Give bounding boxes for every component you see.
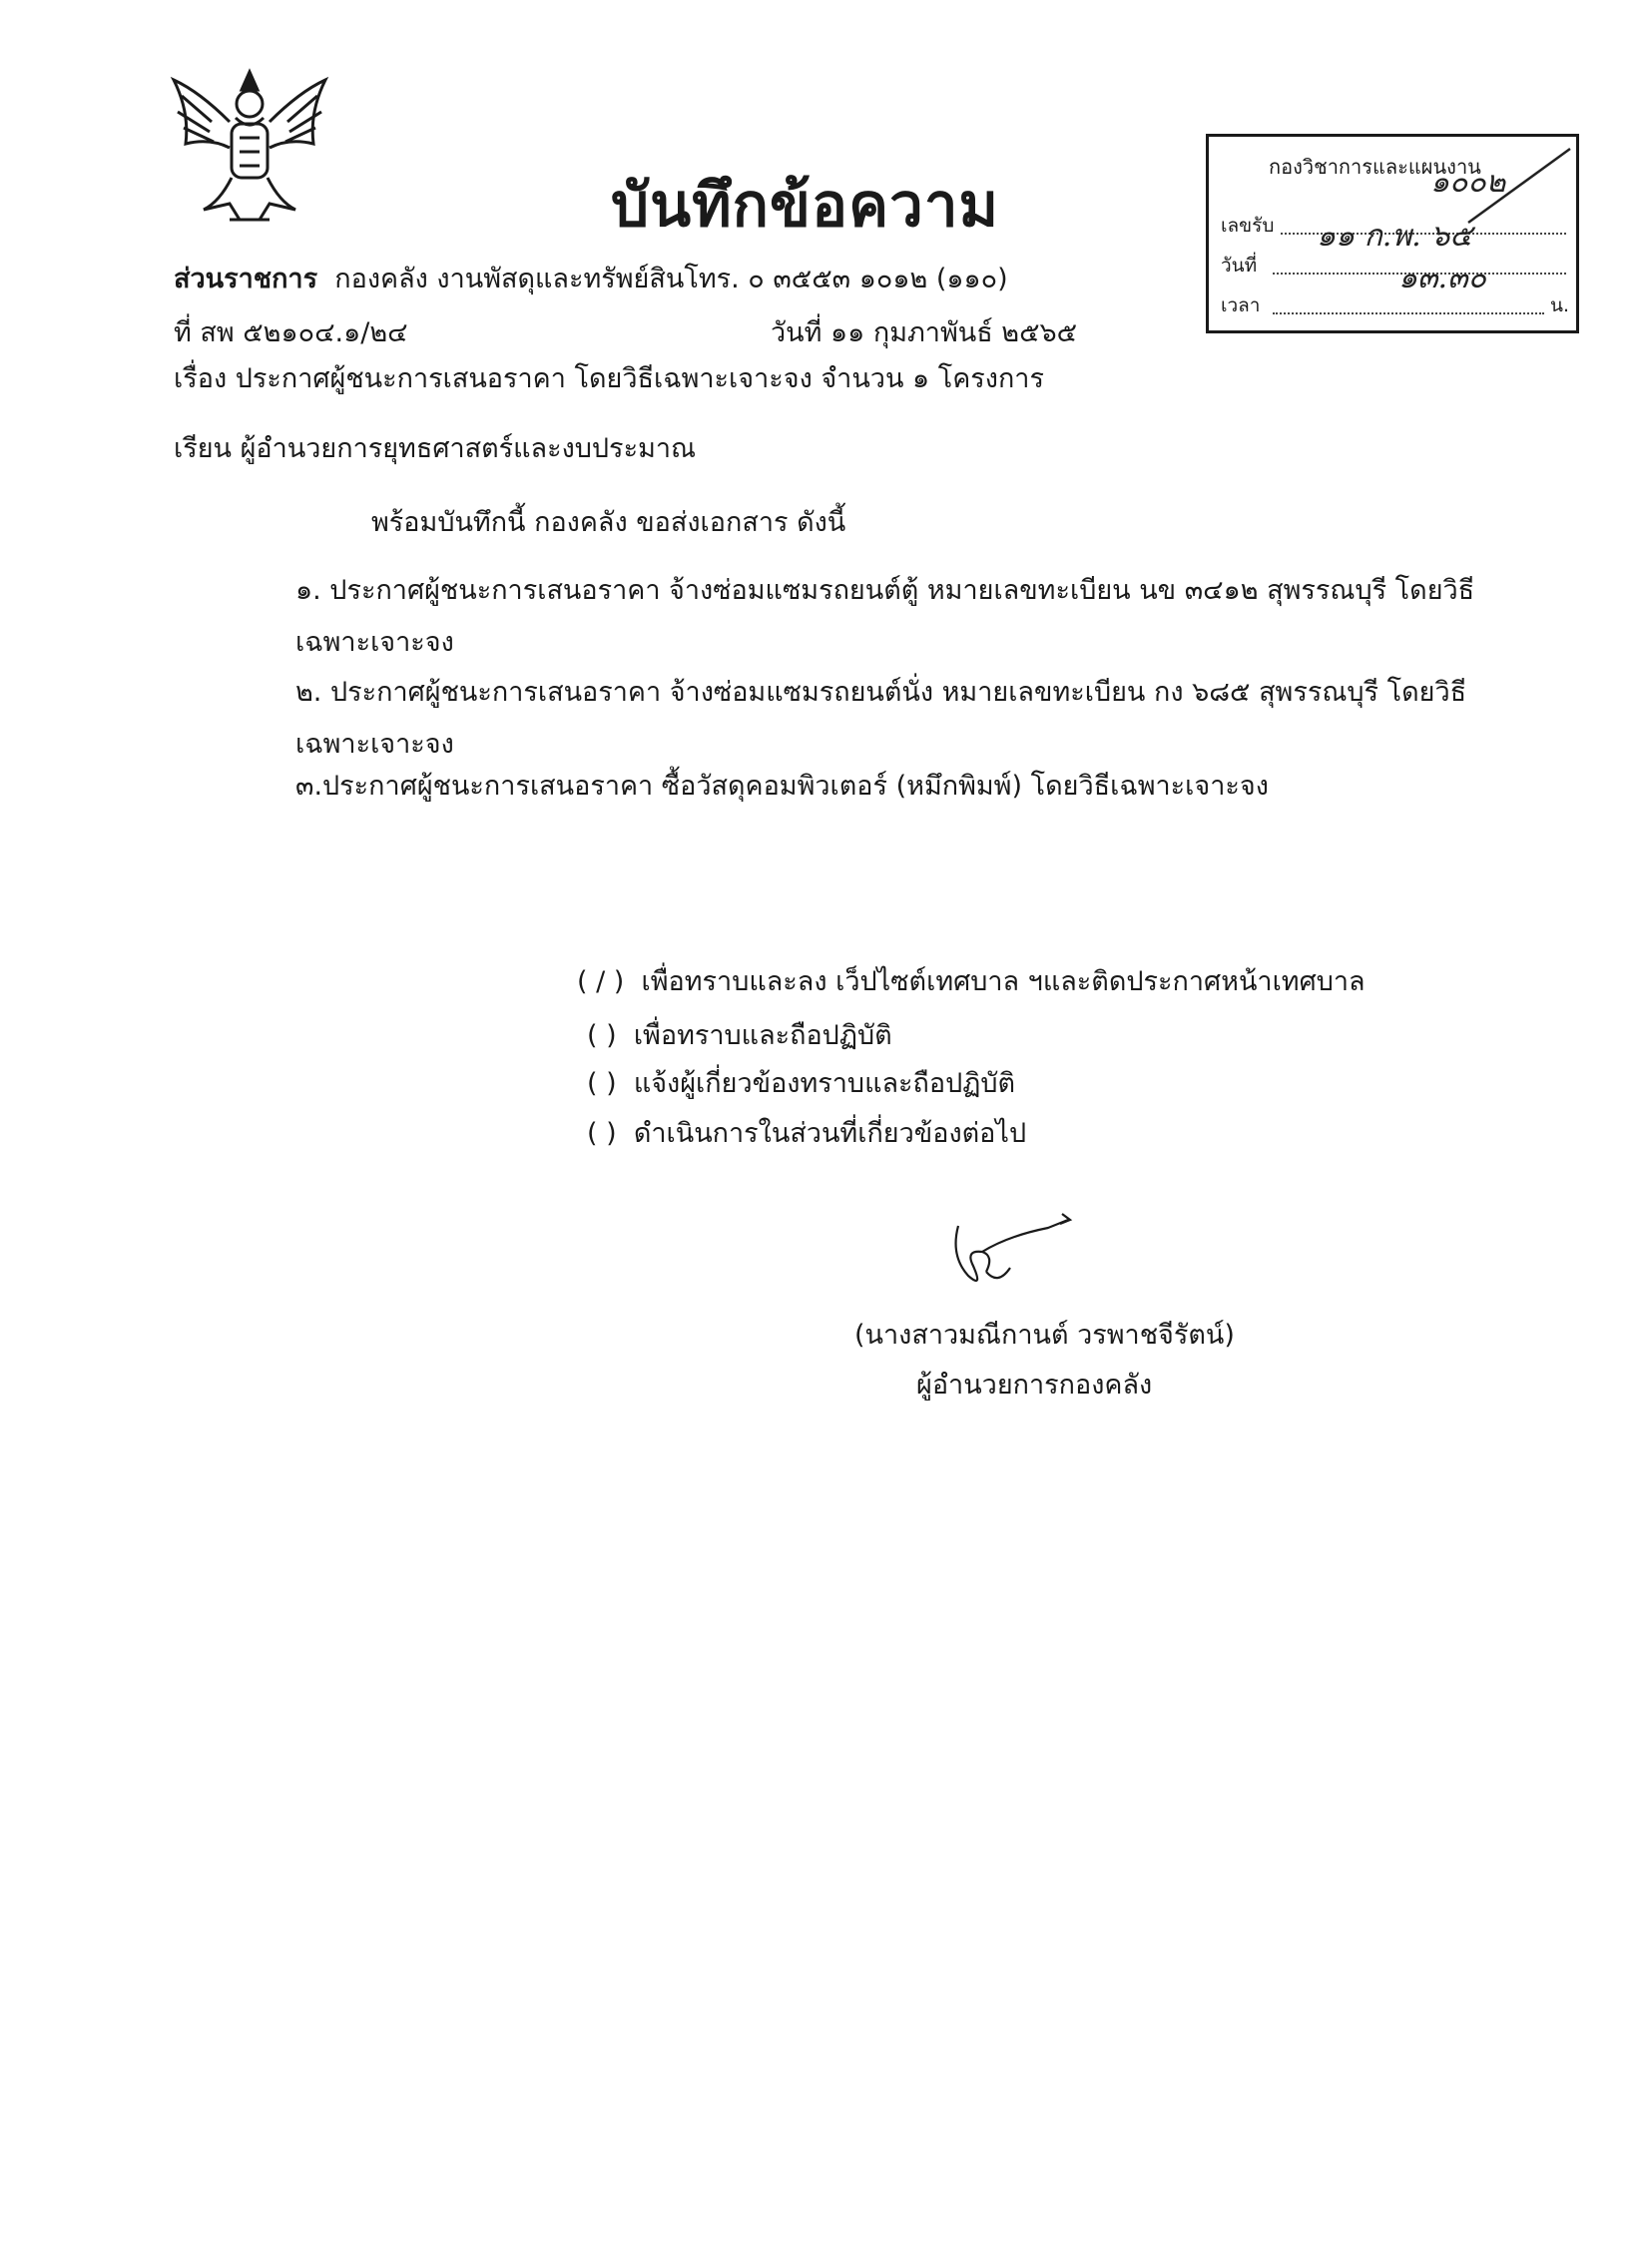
list-item-1-line-1: ๑. ประกาศผู้ชนะการเสนอราคา จ้างซ่อมแซมรถยนต์ตู้ หมายเลขทะเบียน นข ๓๔๑๒ สุพรรณบุรี โดยวิธี: [295, 575, 1475, 606]
list-item-1-line-2: เฉพาะเจาะจง: [295, 627, 454, 658]
stamp-received-date: ๑๑ ก.พ. ๖๕: [1317, 219, 1472, 254]
stamp-pen-stroke-icon: [1458, 143, 1578, 233]
document-date: วันที่ ๑๑ กุมภาพันธ์ ๒๕๖๕: [771, 317, 1078, 348]
list-item-2-line-2: เฉพาะเจาะจง: [295, 729, 454, 760]
checklist-text: เพื่อทราบและลง เว็ปไซต์เทศบาล ฯและติดประกาศหน้าเทศบาล: [641, 966, 1366, 997]
checklist-text: ดำเนินการในส่วนที่เกี่ยวข้องต่อไป: [633, 1118, 1027, 1149]
checklist-item: [587, 1018, 892, 1054]
stamp-dotted-line: [1273, 312, 1544, 314]
recipient-line: เรียน ผู้อำนวยการยุทธศาสตร์และงบประมาณ: [174, 433, 697, 464]
list-item-2-line-1: ๒. ประกาศผู้ชนะการเสนอราคา จ้างซ่อมแซมรถยนต์นั่ง หมายเลขทะเบียน กง ๖๘๕ สุพรรณบุรี โดยวิธี: [295, 677, 1467, 708]
signatory-name: (นางสาวมณีกานต์ วรพาชจีรัตน์): [854, 1320, 1235, 1351]
checklist-mark: ( ): [587, 1068, 617, 1099]
checklist-text: แจ้งผู้เกี่ยวข้องทราบและถือปฏิบัติ: [633, 1068, 1016, 1099]
list-item-3-line-1: ๓.ประกาศผู้ชนะการเสนอราคา ซื้อวัสดุคอมพิวเตอร์ (หมึกพิมพ์) โดยวิธีเฉพาะเจาะจง: [295, 771, 1269, 802]
stamp-time-suffix: น.: [1550, 294, 1570, 316]
checklist-item: [587, 1066, 1015, 1102]
checklist-text: เพื่อทราบและถือปฏิบัติ: [633, 1020, 892, 1051]
department-line: [174, 262, 1008, 297]
reference-number: ที่ สพ ๕๒๑๐๔.๑/๒๔: [174, 317, 408, 348]
checklist-mark: ( / ): [577, 966, 625, 997]
checklist-mark: ( ): [587, 1020, 617, 1051]
department-value: กองคลัง งานพัสดุและทรัพย์สินโทร. ๐ ๓๕๕๓ ๑๐๑๒ (๑๑๐): [334, 264, 1008, 294]
intro-paragraph: พร้อมบันทึกนี้ กองคลัง ขอส่งเอกสาร ดังนี้: [371, 507, 846, 538]
checklist-item: [577, 964, 1366, 1000]
checklist-mark: ( ): [587, 1118, 617, 1149]
stamp-time-label: เวลา: [1221, 294, 1261, 316]
stamp-header: กองวิชาการและแผนงาน: [1269, 155, 1481, 179]
checklist-item: [587, 1116, 1026, 1152]
garuda-emblem-icon: [160, 52, 339, 232]
subject-line: เรื่อง ประกาศผู้ชนะการเสนอราคา โดยวิธีเฉพาะเจาะจง จำนวน ๑ โครงการ: [174, 363, 1044, 394]
stamp-received-number: ๑๐๐๒: [1430, 165, 1506, 200]
handwritten-signature-icon: [928, 1206, 1098, 1296]
stamp-received-label: เลขรับ: [1221, 215, 1275, 237]
document-title: บันทึกข้อความ: [611, 171, 1000, 241]
received-stamp: [1206, 134, 1579, 333]
stamp-received-time: ๑๓.๓๐: [1398, 261, 1486, 295]
signatory-position: ผู้อำนวยการกองคลัง: [916, 1370, 1153, 1401]
stamp-date-label: วันที่: [1221, 255, 1258, 277]
department-label: ส่วนราชการ: [174, 264, 318, 294]
